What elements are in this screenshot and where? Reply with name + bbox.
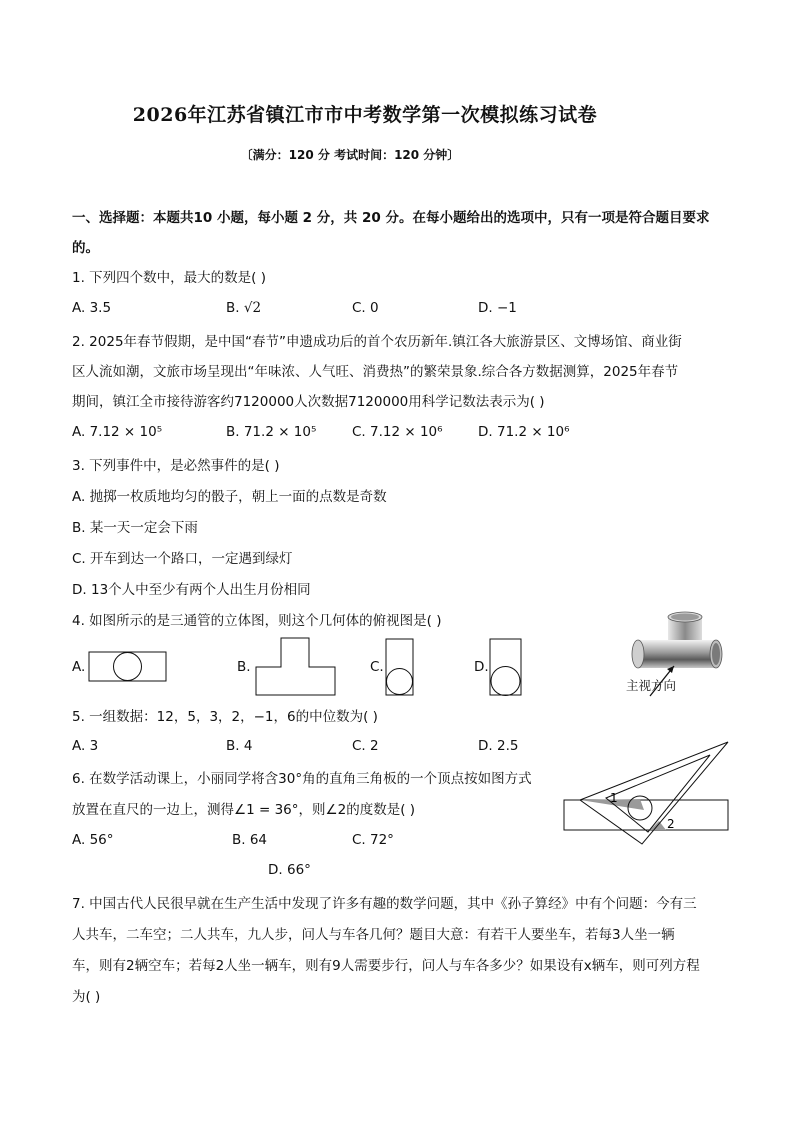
exam-subtitle: 〔满分：120 分 考试时间：120 分钟〕 xyxy=(240,148,460,162)
q1-option-b-math: √2 xyxy=(243,300,262,316)
triangle-ruler-figure xyxy=(560,738,732,848)
q5-option-c: C. 2 xyxy=(352,738,379,754)
q3-option-c: C. 开车到达一个路口，一定遇到绿灯 xyxy=(72,551,293,567)
q7-line4: 为( ) xyxy=(72,989,101,1005)
q4-option-a-figure xyxy=(88,650,168,684)
q4-option-b-figure xyxy=(255,637,337,697)
q2-option-a: A. 7.12 × 10⁵ xyxy=(72,424,163,440)
q6-option-b: B. 64 xyxy=(232,832,268,848)
q4-option-c-label: C. xyxy=(370,659,384,675)
q5-option-b: B. 4 xyxy=(226,738,253,754)
q4-option-d-label: D. xyxy=(474,659,489,675)
q1-option-a: A. 3.5 xyxy=(72,300,112,316)
q2-option-b: B. 71.2 × 10⁵ xyxy=(226,424,317,440)
angle-2-label: 2 xyxy=(667,817,675,831)
q7-line1: 7. 中国古代人民很早就在生产生活中发现了许多有趣的数学问题，其中《孙子算经》中有个问题：今有三 xyxy=(72,896,697,912)
q5-option-d: D. 2.5 xyxy=(478,738,519,754)
q3-option-d: D. 13个人中至少有两个人出生月份相同 xyxy=(72,582,311,598)
q6-line2: 放置在直尺的一边上，测得∠1 = 36°，则∠2的度数是( ) xyxy=(72,802,416,818)
q1-option-d: D. −1 xyxy=(478,300,517,316)
q5-option-a: A. 3 xyxy=(72,738,99,754)
q2-line3: 期间，镇江全市接待游客约7120000人次数据7120000用科学记数法表示为( ) xyxy=(72,394,545,410)
q2-option-d: D. 71.2 × 10⁶ xyxy=(478,424,570,440)
q4-option-d-figure xyxy=(489,638,523,698)
q6-option-a: A. 56° xyxy=(72,832,114,848)
pipe-view-direction-caption: 主视方向 xyxy=(626,678,677,693)
exam-title: 2026年江苏省镇江市市中考数学第一次模拟练习试卷 xyxy=(132,104,598,126)
q4-option-c-figure xyxy=(385,638,415,698)
q3-stem: 3. 下列事件中，是必然事件的是( ) xyxy=(72,458,280,474)
q1-option-c: C. 0 xyxy=(352,300,379,316)
q1-option-b xyxy=(226,300,261,316)
q3-option-a: A. 抛掷一枚质地均匀的骰子，朝上一面的点数是奇数 xyxy=(72,489,387,505)
q7-line2: 人共车，二车空；二人共车，九人步，问人与车各几何？题目大意：有若干人要坐车，若每3人坐一辆 xyxy=(72,927,675,943)
angle-1-label: 1 xyxy=(610,791,618,805)
section-heading-line2: 的。 xyxy=(72,240,99,256)
q7-line3: 车，则有2辆空车；若每2人坐一辆车，则有9人需要步行，问人与车各多少？如果设有x辆车，则可列方程 xyxy=(72,958,700,974)
q1-stem: 1. 下列四个数中，最大的数是( ) xyxy=(72,270,266,286)
q2-line2: 区人流如潮，文旅市场呈现出“年味浓、人气旺、消费热”的繁荣景象.综合各方数据测算，2025年春节 xyxy=(72,364,679,380)
section-heading-line1: 一、选择题：本题共10 小题，每小题 2 分，共 20 分。在每小题给出的选项中，只有一项是符合题目要求 xyxy=(72,210,710,226)
q1-option-b-label: B. xyxy=(226,300,244,316)
q6-option-c: C. 72° xyxy=(352,832,394,848)
q4-option-b-label: B. xyxy=(237,659,251,675)
q3-option-b: B. 某一天一定会下雨 xyxy=(72,520,198,536)
q6-line1: 6. 在数学活动课上，小丽同学将含30°角的直角三角板的一个顶点按如图方式 xyxy=(72,771,532,787)
q2-line1: 2. 2025年春节假期，是中国“春节”申遗成功后的首个农历新年.镇江各大旅游景区、文博场馆、商业街 xyxy=(72,334,682,350)
q6-option-d: D. 66° xyxy=(268,862,311,878)
q4-option-a-label: A. xyxy=(72,659,86,675)
q4-stem: 4. 如图所示的是三通管的立体图，则这个几何体的俯视图是( ) xyxy=(72,613,442,629)
q2-option-c: C. 7.12 × 10⁶ xyxy=(352,424,443,440)
q5-stem: 5. 一组数据：12，5，3，2，−1，6的中位数为( ) xyxy=(72,709,378,725)
